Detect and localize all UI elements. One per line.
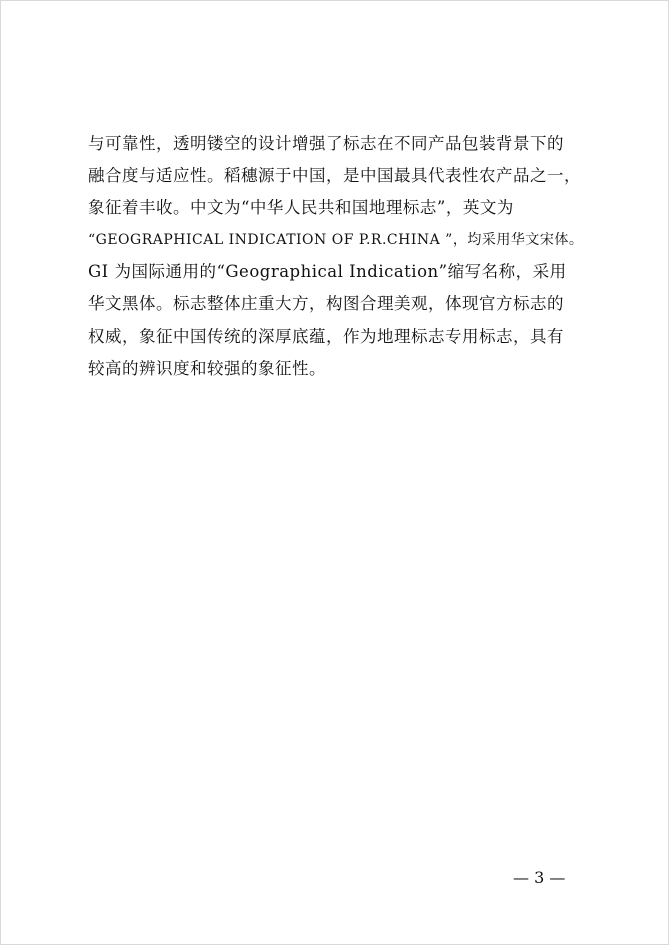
text-line-4: “GEOGRAPHICAL INDICATION OF P.R.CHINA ”，均采用华文宋体。 bbox=[88, 232, 584, 249]
text-line-2: 融合度与适应性。稻穗源于中国，是中国最具代表性农产品之一， bbox=[88, 166, 581, 186]
text-line-3: 象征着丰收。中文为“中华人民共和国地理标志”，英文为 bbox=[88, 198, 514, 218]
page-number: — 3 — bbox=[513, 868, 566, 887]
text-line-6: 华文黑体。标志整体庄重大方，构图合理美观，体现官方标志的 bbox=[88, 294, 564, 314]
text-line-7: 权威，象征中国传统的深厚底蕴，作为地理标志专用标志，具有 bbox=[88, 326, 564, 346]
body-paragraph bbox=[88, 128, 588, 385]
text-line-5: GI 为国际通用的“Geographical Indication”缩写名称，采用 bbox=[88, 262, 567, 282]
text-line-8: 较高的辨识度和较强的象征性。 bbox=[88, 358, 326, 378]
text-line-1: 与可靠性，透明镂空的设计增强了标志在不同产品包装背景下的 bbox=[88, 134, 564, 153]
